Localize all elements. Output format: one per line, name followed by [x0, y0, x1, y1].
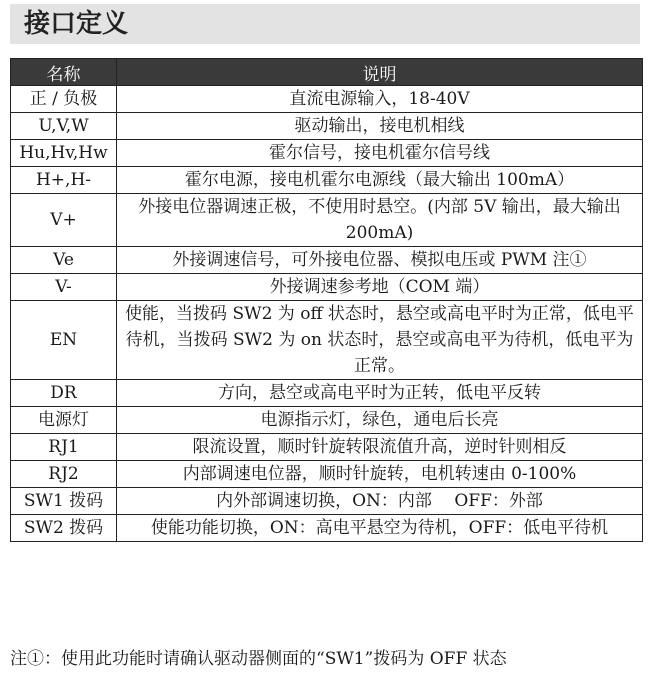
- row-name: RJ2: [11, 461, 117, 488]
- row-name: EN: [11, 301, 117, 380]
- row-description: 霍尔信号，接电机霍尔信号线: [117, 140, 643, 167]
- table-row: [11, 407, 643, 434]
- row-description: 外接调速信号，可外接电位器、模拟电压或 PWM 注①: [117, 247, 643, 274]
- row-name: 电源灯: [11, 407, 117, 434]
- row-description: 方向，悬空或高电平时为正转，低电平反转: [117, 380, 643, 407]
- row-description: 驱动输出，接电机相线: [117, 113, 643, 140]
- row-name: V-: [11, 274, 117, 301]
- table-row: [11, 274, 643, 301]
- row-description: 内部调速电位器，顺时针旋转，电机转速由 0-100%: [117, 461, 643, 488]
- table-row: [11, 113, 643, 140]
- row-description: 外接电位器调速正极，不使用时悬空。(内部 5V 输出，最大输出 200mA): [117, 194, 643, 247]
- table-row: [11, 140, 643, 167]
- interface-definition-table: [10, 58, 643, 542]
- row-name: V+: [11, 194, 117, 247]
- row-description: 霍尔电源，接电机霍尔电源线（最大输出 100mA）: [117, 167, 643, 194]
- row-description: 使能，当拨码 SW2 为 off 状态时，悬空或高电平时为正常，低电平待机，当拨码 SW2 为 on 状态时，悬空或高电平为待机，低电平为正常。: [117, 301, 643, 380]
- table-row: [11, 194, 643, 247]
- table-row: [11, 380, 643, 407]
- table-row: [11, 301, 643, 380]
- row-name: DR: [11, 380, 117, 407]
- row-description: 内外部调速切换，ON：内部 OFF：外部: [117, 488, 643, 515]
- row-name: U,V,W: [11, 113, 117, 140]
- table-header-row: [11, 59, 643, 86]
- row-name: Ve: [11, 247, 117, 274]
- row-name: SW1 拨码: [11, 488, 117, 515]
- row-description: 外接调速参考地（COM 端）: [117, 274, 643, 301]
- section-title: 接口定义: [10, 4, 640, 44]
- column-header-name: 名称: [11, 59, 117, 86]
- table-row: [11, 515, 643, 542]
- row-description: 电源指示灯，绿色，通电后长亮: [117, 407, 643, 434]
- table-row: [11, 488, 643, 515]
- row-description: 限流设置，顺时针旋转限流值升高，逆时针则相反: [117, 434, 643, 461]
- table-row: [11, 461, 643, 488]
- row-description: 直流电源输入，18-40V: [117, 86, 643, 113]
- table-row: [11, 434, 643, 461]
- table-row: [11, 86, 643, 113]
- row-name: 正 / 负极: [11, 86, 117, 113]
- row-name: SW2 拨码: [11, 515, 117, 542]
- row-description: 使能功能切换，ON：高电平悬空为待机，OFF：低电平待机: [117, 515, 643, 542]
- row-name: RJ1: [11, 434, 117, 461]
- table-row: [11, 167, 643, 194]
- row-name: H+,H-: [11, 167, 117, 194]
- row-name: Hu,Hv,Hw: [11, 140, 117, 167]
- footnote: 注①：使用此功能时请确认驱动器侧面的“SW1”拨码为 OFF 状态: [10, 649, 507, 669]
- table-row: [11, 247, 643, 274]
- column-header-description: 说明: [117, 59, 643, 86]
